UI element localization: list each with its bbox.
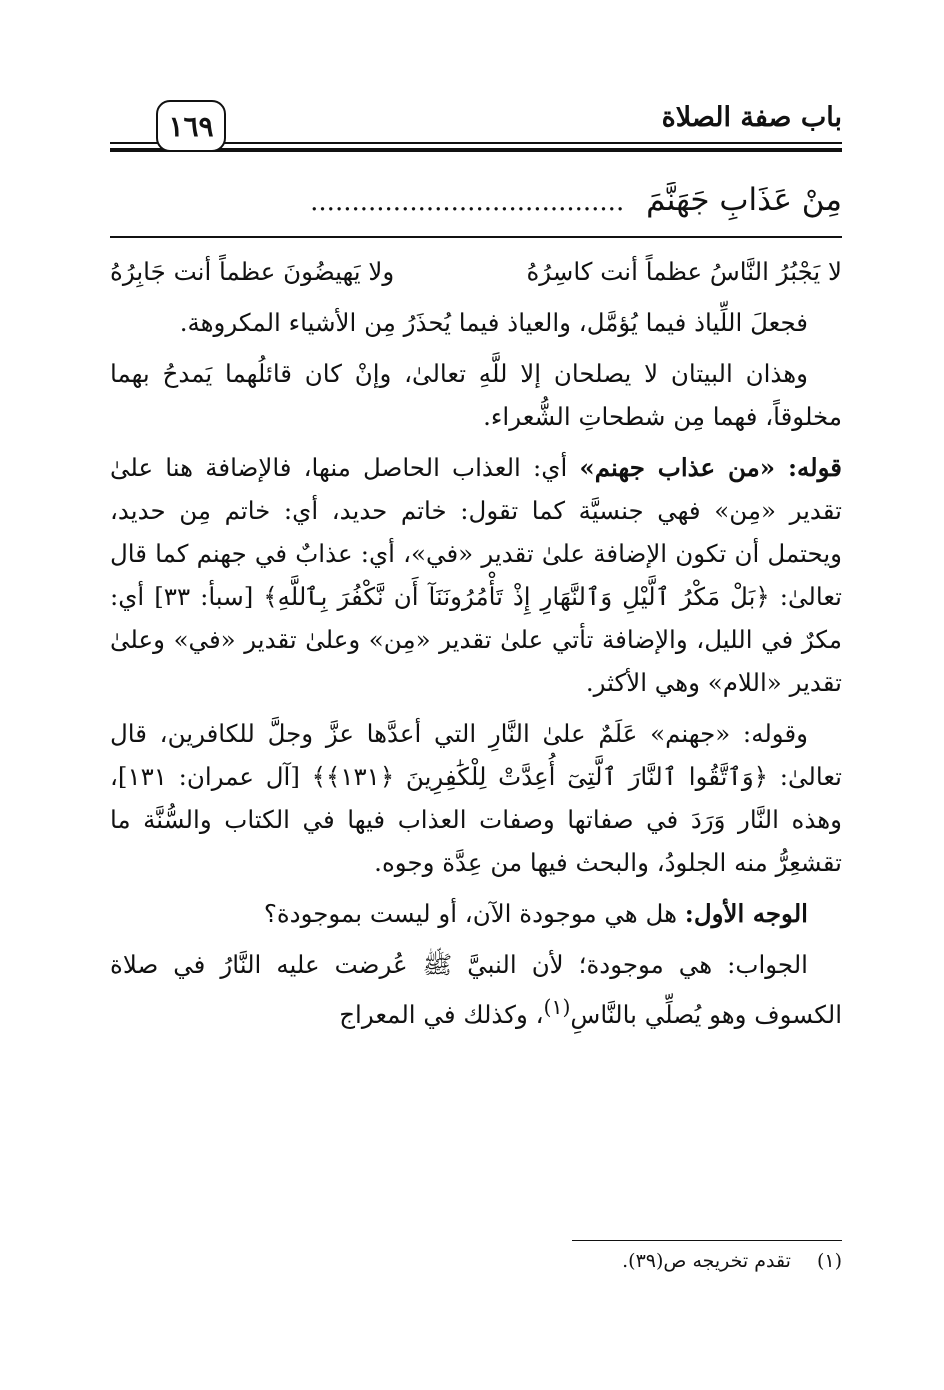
page-number: ١٦٩ bbox=[156, 100, 226, 152]
book-page bbox=[110, 90, 842, 1310]
page-header bbox=[110, 90, 842, 168]
paragraph-4: وقوله: «جهنم» عَلَمٌ علىٰ النَّارِ التي أعدَّها عزَّ وجلَّ للكافرين، قال تعالىٰ: ﴿وَٱتَّقُوا ٱلنَّارَ ٱلَّتِىٓ أُعِدَّتْ لِلْكَٰفِرِينَ ﴿١٣١﴾﴾ [آل عمران: ١٣١]، وهذه النَّار وَرَدَ في صفاتها وصفات العذاب فيها في الكتاب والسُّنَّة ما تقشعِرُّ منه الجلودُ، والبحث فيها من عِدَّة وجوه. bbox=[110, 719, 842, 877]
paragraph-3-text: أي: العذاب الحاصل منها، فالإضافة هنا علىٰ تقدير «مِن» فهي جنسيَّة كما تقول: خاتم حديد، أي: خاتم مِن حديد، ويحتمل أن تكون الإضافة علىٰ تقدير «في»، أي: عذابٌ في جهنم كما قال تعالىٰ: ﴿بَلْ مَكْرُ ٱلَّيْلِ وَٱلنَّهَارِ إِذْ تَأْمُرُونَنَآ أَن نَّكْفُرَ بِٱللَّهِ﴾ [سبأ: ٣٣] أي: مكرٌ في الليل، والإضافة تأتي علىٰ تقدير «مِن» وعلىٰ تقدير «في» وعلىٰ تقدير «اللام» وهي الأكثر. bbox=[110, 453, 842, 697]
matn-text: مِنْ عَذَابِ جَهَنَّمَ bbox=[646, 182, 842, 218]
paragraph-6-text-a: الجواب: هي موجودة؛ لأن النبيَّ ﷺ عُرضت عليه النَّارُ في صلاة الكسوف وهو يُصلِّي بالنَّاسِ bbox=[110, 950, 842, 1030]
matn-divider bbox=[110, 236, 842, 238]
poetry-verse bbox=[110, 250, 842, 293]
paragraph-5-lead: الوجه الأول: bbox=[684, 899, 808, 928]
paragraph-6-text-b: ، وكذلك في المعراج bbox=[339, 1000, 544, 1030]
page-body bbox=[110, 250, 842, 1044]
running-title: باب صفة الصلاة bbox=[661, 102, 842, 133]
paragraph-1: فجعلَ اللِّياذ فيما يُؤمَّل، والعياذ فيما يُحذَرُ مِن الأشياء المكروهة. bbox=[179, 308, 808, 337]
verse-second-hemistich: ولا يَهيضُونَ عظماً أنت جَابِرُهُ bbox=[110, 257, 395, 286]
paragraph-6 bbox=[110, 943, 842, 1036]
paragraph-3-lead: قوله: «من عذاب جهنم» bbox=[579, 453, 843, 482]
paragraph-3 bbox=[110, 446, 842, 704]
matn-heading bbox=[110, 182, 842, 234]
footnote-text: تقدم تخريجه ص(٣٩). bbox=[622, 1250, 791, 1272]
footnote-divider bbox=[572, 1240, 842, 1241]
footnote bbox=[622, 1250, 842, 1272]
footnote-number: (١) bbox=[816, 1250, 842, 1272]
paragraph-5-text: هل هي موجودة الآن، أو ليست بموجودة؟ bbox=[263, 899, 685, 928]
matn-dots: ...................................... bbox=[310, 187, 625, 217]
paragraph-5 bbox=[110, 892, 842, 935]
verse-first-hemistich: لا يَجْبُرُ النَّاسُ عظماً أنت كاسِرُهُ bbox=[526, 257, 842, 286]
footnote-reference[interactable]: (١) bbox=[543, 995, 571, 1019]
paragraph-2: وهذان البيتان لا يصلحان إلا للَّهِ تعالىٰ، وإنْ كان قائلُهما يَمدحُ بهما مخلوقاً، فهما مِن شطحاتِ الشُّعراء. bbox=[110, 359, 842, 431]
